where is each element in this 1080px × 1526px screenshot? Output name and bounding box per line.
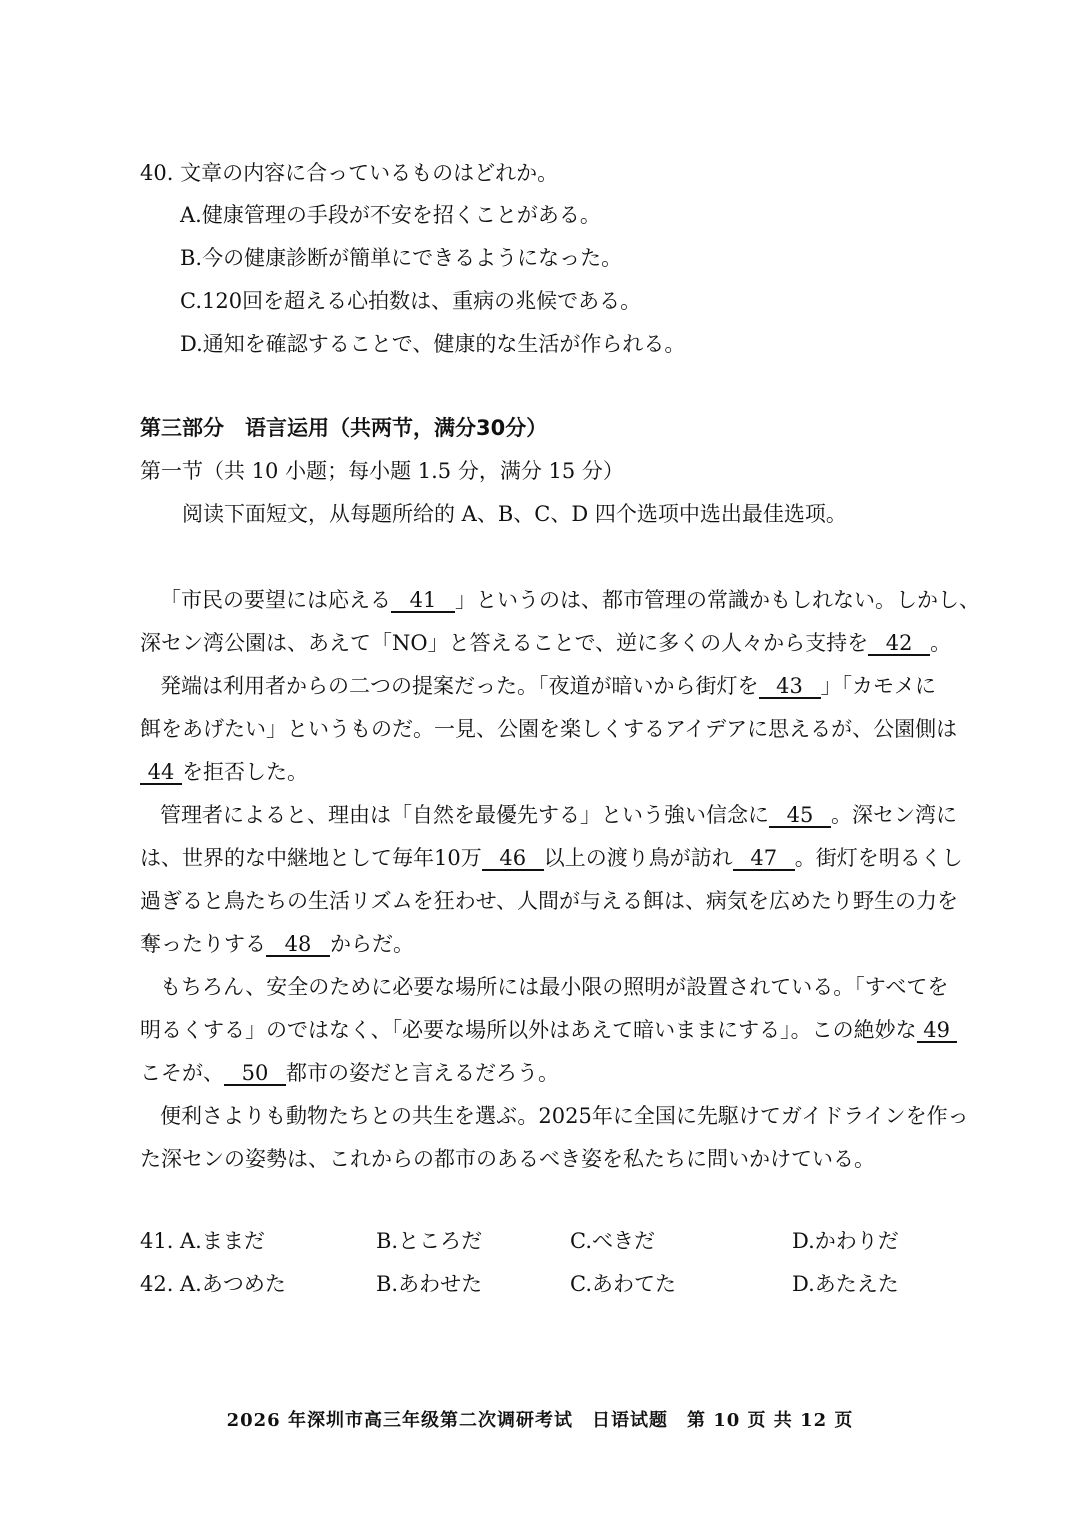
passage-text: 管理者によると、理由は「自然を最優先する」という強い信念に (160, 803, 769, 827)
passage-text: 」というのは、都市管理の常識かもしれない。しかし、 (455, 588, 980, 612)
choice-b: B.ところだ (376, 1229, 483, 1253)
blank-44: 44 (140, 761, 182, 785)
blank-50: 50 (224, 1062, 286, 1086)
passage-text: は、世界的な中継地として毎年10万 (140, 846, 482, 870)
passage-text: 明るくする」のではなく、「必要な場所以外はあえて暗いままにする」。この絶妙な (140, 1018, 917, 1042)
blank-43: 43 (759, 675, 821, 699)
passage-line-13: 便利さよりも動物たちとの共生を選ぶ。2025年に全国に先駆けてガイドラインを作っ (160, 1104, 969, 1128)
choice-number: 42. (140, 1272, 174, 1296)
passage-text: を拒否した。 (182, 760, 308, 784)
blank-48: 48 (266, 933, 330, 957)
passage-text: 奪ったりする (140, 932, 266, 956)
choice-d: D.あたえた (792, 1272, 899, 1296)
choice-number: 41. (140, 1229, 174, 1253)
question-40-option-b: B.今の健康診断が簡単にできるようになった。 (180, 246, 623, 270)
blank-42: 42 (868, 632, 930, 656)
passage-text: からだ。 (330, 932, 414, 956)
passage-text: 深セン湾公園は、あえて「NO」と答えることで、逆に多くの人々から支持を (140, 631, 869, 655)
passage-line-2 (140, 629, 951, 657)
passage-text: 。深セン湾に (831, 803, 957, 827)
passage-text: 。街灯を明るくし (794, 846, 963, 870)
blank-41: 41 (391, 589, 455, 613)
section-instruction: 阅读下面短文，从每题所给的 A、B、C、D 四个选项中选出最佳选项。 (182, 502, 847, 526)
passage-line-10: もちろん、安全のために必要な場所には最小限の照明が設置されている。「すべてを (160, 975, 949, 999)
passage-line-9 (140, 930, 414, 958)
question-40-option-c: C.120回を超える心拍数は、重病の兆候である。 (180, 289, 642, 313)
passage-line-12 (140, 1059, 559, 1087)
passage-line-4: 餌をあげたい」というものだ。一見、公園を楽しくするアイデアに思えるが、公園側は (140, 717, 958, 741)
blank-45: 45 (769, 804, 831, 828)
passage-line-6 (160, 801, 957, 829)
passage-text: 。 (930, 631, 952, 655)
passage-text: 以上の渡り鳥が訪れ (543, 846, 733, 870)
question-40-option-d: D.通知を確認することで、健康的な生活が作られる。 (180, 332, 686, 356)
passage-line-3 (160, 672, 936, 700)
passage-line-7 (140, 844, 963, 872)
choice-a: A.あつめた (180, 1272, 286, 1296)
passage-line-1 (160, 586, 980, 614)
question-40-stem: 40. 文章の内容に合っているものはどれか。 (140, 161, 559, 185)
passage-line-11 (140, 1016, 957, 1044)
section-title: 第三部分 语言运用（共两节，满分30分） (140, 416, 548, 440)
blank-49: 49 (917, 1019, 957, 1043)
choice-d: D.かわりだ (792, 1229, 899, 1253)
choice-b: B.あわせた (376, 1272, 483, 1296)
passage-line-5 (140, 758, 308, 786)
choice-a: A.ままだ (180, 1229, 265, 1253)
section-subtitle: 第一节（共 10 小题；每小题 1.5 分，满分 15 分） (140, 459, 624, 483)
passage-text: 都市の姿だと言えるだろう。 (286, 1061, 559, 1085)
choice-c: C.あわてた (570, 1272, 676, 1296)
choice-c: C.べきだ (570, 1229, 655, 1253)
page-footer: 2026 年深圳市高三年级第二次调研考试 日语试题 第 10 页 共 12 页 (226, 1410, 854, 1431)
passage-text: 「市民の要望には応える (160, 588, 391, 612)
passage-text: こそが、 (140, 1061, 224, 1085)
passage-line-14: た深センの姿勢は、これからの都市のあるべき姿を私たちに問いかけている。 (140, 1147, 875, 1171)
passage-text: 発端は利用者からの二つの提案だった。「夜道が暗いから街灯を (160, 674, 759, 698)
passage-text: 」「カモメに (820, 674, 936, 698)
passage-line-8: 過ぎると鳥たちの生活リズムを狂わせ、人間が与える餌は、病気を広めたり野生の力を (140, 889, 958, 913)
blank-47: 47 (733, 847, 795, 871)
blank-46: 46 (482, 847, 544, 871)
question-40-option-a: A.健康管理の手段が不安を招くことがある。 (180, 203, 601, 227)
